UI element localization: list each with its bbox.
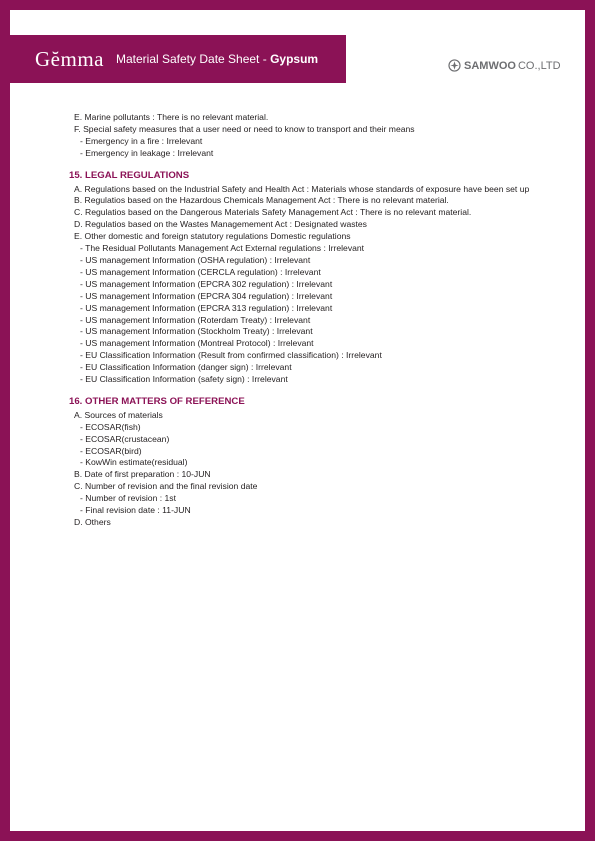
list-item: B. Regulatios based on the Hazardous Chemicals Management Act : There is no relevant material. <box>74 195 449 206</box>
list-item: E. Marine pollutants : There is no relevant material. <box>74 112 269 122</box>
list-item: D. Others <box>74 517 111 527</box>
list-item: D. Regulatios based on the Wastes Managemement Act : Designated wastes <box>74 219 367 230</box>
list-item: E. Other domestic and foreign statutory regulations Domestic regulations <box>74 231 351 242</box>
list-item: C. Number of revision and the final revision date <box>74 481 258 492</box>
list-item: B. Date of first preparation : 10-JUN <box>74 469 211 480</box>
list-item: - US management Information (Montreal Protocol) : Irrelevant <box>80 338 314 349</box>
section-15-heading: 15. LEGAL REGULATIONS <box>69 169 190 181</box>
list-item: - US management Information (EPCRA 302 regulation) : Irrelevant <box>80 278 333 289</box>
list-item: - KowWin estimate(residual) <box>80 457 188 468</box>
section-16-list <box>74 410 564 529</box>
list-item: - US management Information (EPCRA 304 regulation) : Irrelevant <box>80 290 333 301</box>
company-suffix: CO.,LTD <box>517 59 561 72</box>
list-item: A. Sources of materials <box>74 409 163 420</box>
document-content <box>69 112 564 529</box>
company-logo <box>448 59 561 72</box>
list-item: - US management Information (OSHA regulation) : Irrelevant <box>80 254 311 265</box>
list-item: - Emergency in a fire : Irrelevant <box>80 135 203 146</box>
samwoo-logo-icon <box>448 59 461 72</box>
list-item: - US management Information (CERCLA regulation) : Irrelevant <box>80 266 321 277</box>
list-item: - Emergency in leakage : Irrelevant <box>80 147 214 158</box>
section-16-heading: 16. OTHER MATTERS OF REFERENCE <box>69 395 245 407</box>
section-15-list <box>74 184 564 386</box>
document-title <box>116 52 318 66</box>
list-item: A. Regulations based on the Industrial Safety and Health Act : Materials whose standards of exposure have been set up <box>74 183 530 194</box>
document-header-bar <box>9 35 346 83</box>
list-item: - US management Information (Stockholm Treaty) : Irrelevant <box>80 326 313 337</box>
list-item: - Final revision date : 11-JUN <box>80 505 191 516</box>
list-item: C. Regulatios based on the Dangerous Materials Safety Management Act : There is no relevant material. <box>74 207 472 218</box>
list-item: - ECOSAR(crustacean) <box>80 433 170 444</box>
transport-continuation <box>74 112 564 160</box>
list-item: - EU Classification Information (Result from confirmed classification) : Irrelevant <box>80 350 382 361</box>
list-item: - US management Information (EPCRA 313 regulation) : Irrelevant <box>80 302 333 313</box>
list-item: - ECOSAR(bird) <box>80 445 142 456</box>
list-item: - US management Information (Roterdam Treaty) : Irrelevant <box>80 314 311 325</box>
list-item: - Number of revision : 1st <box>80 493 176 504</box>
list-item: - ECOSAR(fish) <box>80 421 141 432</box>
brand-logo-text: Gĕmma <box>35 46 104 71</box>
document-title-prefix: Material Safety Date Sheet - <box>115 52 271 66</box>
list-item: F. Special safety measures that a user need or need to know to transport and their means <box>74 123 415 134</box>
list-item: - The Residual Pollutants Management Act External regulations : Irrelevant <box>80 243 365 254</box>
list-item: - EU Classification Information (safety sign) : Irrelevant <box>80 374 288 385</box>
list-item: - EU Classification Information (danger sign) : Irrelevant <box>80 362 292 373</box>
company-name: SAMWOO <box>464 59 516 72</box>
document-title-product: Gypsum <box>270 52 319 66</box>
